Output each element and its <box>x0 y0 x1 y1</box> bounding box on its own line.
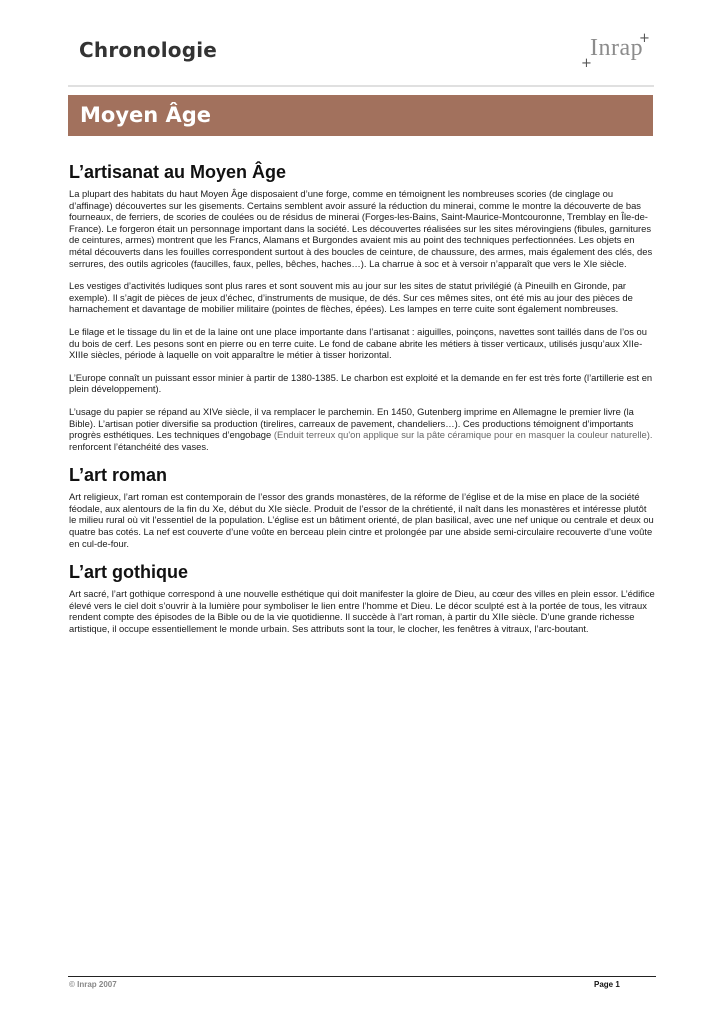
paragraph: Le filage et le tissage du lin et de la laine ont une place importante dans l’artisanat : aiguilles, poinçons, navettes sont taillés dans de l’os ou du bois de cerf. Les pesons sont en pierre ou en terre cuite. Le fond de cabane abrite les métiers à tisser verticaux, utilisés jusqu’aux XIIe-XIIIe siècles, période à laquelle on voit apparaître le métier à tisser horizontal. <box>69 325 647 361</box>
header-divider <box>68 85 654 87</box>
paragraph: Art sacré, l’art gothique correspond à une nouvelle esthétique qui doit manifester la gloire de Dieu, au cœur des villes en plein essor. L’édifice élevé vers le ciel doit s’ouvrir à la lumière pour symboliser le lien entre l’homme et Dieu. Le décor sculpté est à la portée de tous, les vitraux rendent compte des épisodes de la Bible ou de la vie quotidienne. Il succède à l’art roman, à partir du XIIe siècle. D’une grande richesse artistique, il occupe essentiellement le monde urbain. Ses attributs sont la tour, le clocher, les fenêtres à vitraux, l’arc-boutant. <box>69 588 655 635</box>
footer-copyright: © Inrap 2007 <box>69 980 117 989</box>
paragraph: Les vestiges d’activités ludiques sont plus rares et sont souvent mis au jour sur les sites de statut privilégié (à Pineuilh en Gironde, par exemple). Il s’agit de pièces de jeux d’échec, d’instruments de musique, de dés. Sur ces mêmes sites, ont été mis au jour des pièces de harnachement et davantage de mobilier militaire (pointes de flèches, épées). Les lampes en terre cuite sont également nombreuses. <box>69 280 633 315</box>
footer-page-number: Page 1 <box>594 980 620 989</box>
section-artisanat <box>69 160 655 452</box>
period-banner <box>68 95 653 136</box>
logo-cross-icon: + <box>581 56 592 71</box>
paragraph: Art religieux, l’art roman est contemporain de l’essor des grands monastères, de la réforme de l’église et de la mise en place de la société féodale, aux alentours de la fin du Xe, début du XIe siècle. Produit de l’essor de la chrétienté, il naît dans les monastères et intéresse plutôt le milieu rural où vit l’essentiel de la population. L’église est un bâtiment orienté, de plan basilical, avec une nef unique ou centrale et deux ou quatre bas cotés. La nef est couverte d’une voûte en berceau plein cintre et prolongée par une abside semi-circulaire recouverte d’une voûte en cul-de-four. <box>69 491 654 549</box>
logo-text: Inrap <box>590 35 644 61</box>
document-body <box>69 160 655 646</box>
section-heading: L’art roman <box>69 465 168 486</box>
section-heading: L’artisanat au Moyen Âge <box>69 162 287 182</box>
footer-divider <box>68 976 656 977</box>
section-art-gothique <box>69 560 655 634</box>
page-header-title: Chronologie <box>79 38 218 62</box>
paragraph-text: renforcent l’étanchéité des vases. <box>69 440 209 452</box>
paragraph-text: L’usage du papier se répand au XIVe siècle, il va remplacer le parchemin. En 1450, Gutenberg imprime en Allemagne le premier livre (la Bible). L’artisan potier diversifie sa production (tirelires, carreaux de pavement, chandeliers…). Ces productions témoignent d’importants progrès esthétiques. Les techniques d’engobage <box>69 405 634 441</box>
inrap-logo <box>580 32 650 72</box>
period-title: Moyen Âge <box>80 103 212 127</box>
paragraph: La plupart des habitats du haut Moyen Âge disposaient d’une forge, comme en témoignent les nombreuses scories (de cinglage ou d’affinage) découvertes sur les gisements. Certains semblent avoir assuré la réduction du minerai, comme le montre la découverte de bas fourneaux, de ferriers, de scories de coulées ou de résidus de minerai (Forges-les-Bains, Saint-Maurice-Montcouronne, Tremblay en Île-de-France). Le forgeron était un personnage important dans la société. Les découvertes réalisées sur les sites mérovingiens (fibules, garnitures de ceintures, armes) montrent que les Francs, Alamans et Burgondes avaient mis au point des techniques perfectionnées. Les objets en métal découverts dans les fouilles correspondent surtout à des boucles de ceinture, de chaussure, des armes, mais également des clés, des serrures, des outils agricoles (faucilles, faux, pelles, bêches, haches…). La charrue à soc et à versoir n’apparaît que vers le XIe siècle. <box>69 188 653 269</box>
section-art-roman <box>69 463 655 549</box>
gloss-definition: (Enduit terreux qu'on applique sur la pâte céramique pour en masquer la couleur naturelle). <box>273 429 653 441</box>
paragraph: L’Europe connaît un puissant essor minier à partir de 1380-1385. Le charbon est exploité et la demande en fer est très forte (l’artillerie est en plein développement). <box>69 371 653 395</box>
section-heading: L’art gothique <box>69 562 188 583</box>
logo-cross-icon: + <box>639 31 650 46</box>
paragraph <box>69 406 655 452</box>
